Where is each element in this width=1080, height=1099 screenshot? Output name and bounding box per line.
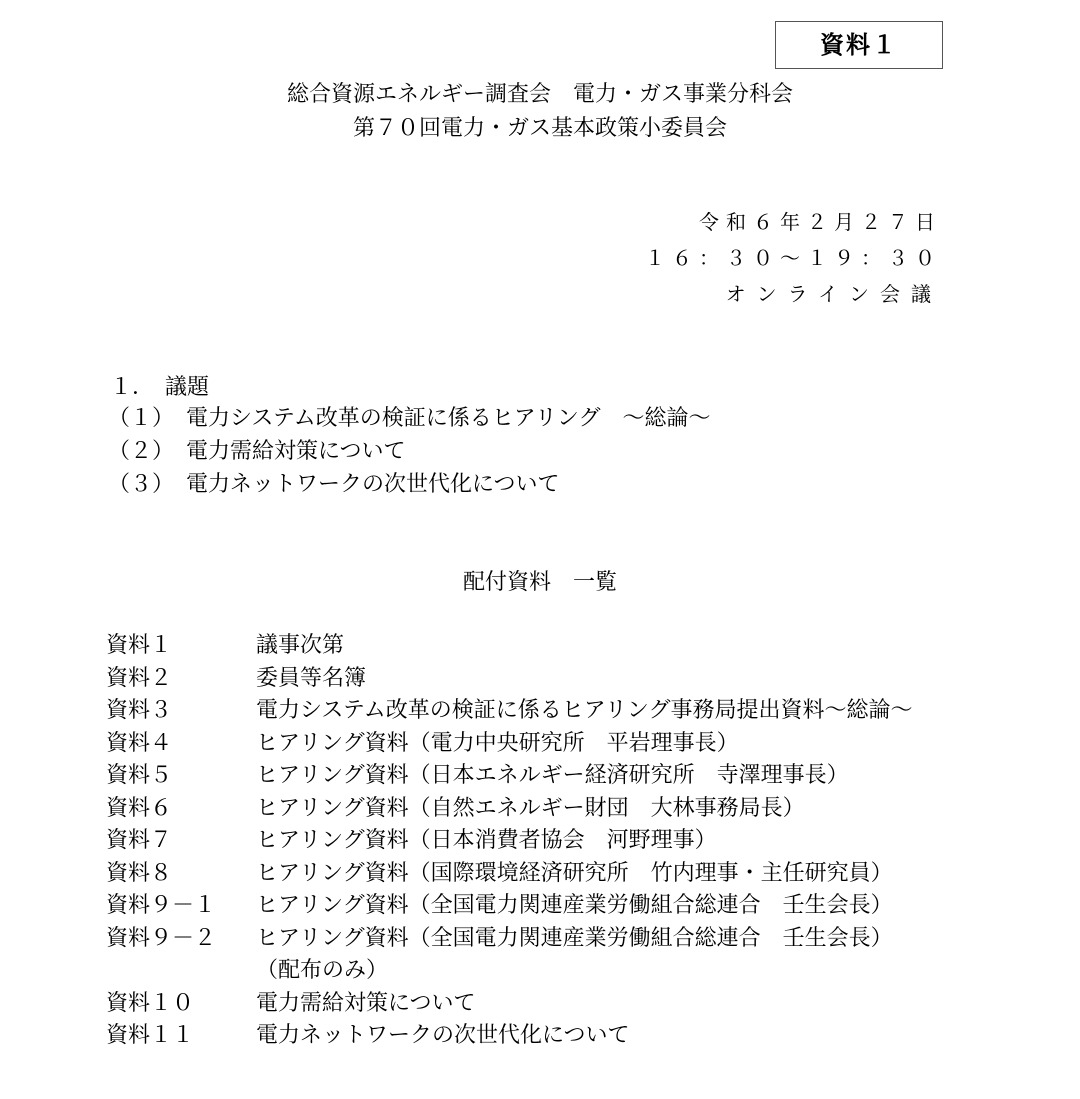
material-title: ヒアリング資料（日本消費者協会 河野理事） bbox=[256, 828, 717, 853]
materials-list bbox=[106, 628, 1056, 1051]
agenda-item-text: 電力システム改革の検証に係るヒアリング ～総論～ bbox=[186, 406, 711, 431]
material-id: 資料１ bbox=[106, 633, 173, 658]
material-row bbox=[106, 1018, 1056, 1051]
material-title: ヒアリング資料（全国電力関連産業労働組合総連合 壬生会長） bbox=[256, 925, 893, 951]
materials-list-title: 配付資料 一覧 bbox=[462, 570, 617, 595]
material-title: ヒアリング資料（自然エネルギー財団 大林事務局長） bbox=[256, 795, 805, 821]
material-id: 資料６ bbox=[106, 795, 173, 821]
agenda-item bbox=[108, 401, 710, 432]
material-row bbox=[106, 921, 1056, 954]
material-row bbox=[106, 888, 1056, 921]
agenda-item bbox=[108, 467, 560, 498]
material-title: ヒアリング資料（国際環境経済研究所 竹内理事・主任研究員） bbox=[256, 860, 893, 886]
material-title: 電力需給対策について bbox=[256, 990, 476, 1016]
material-title: ヒアリング資料（日本エネルギー経済研究所 寺澤理事長） bbox=[256, 763, 849, 788]
material-row bbox=[106, 823, 1056, 856]
agenda-item-text: 電力ネットワークの次世代化について bbox=[186, 472, 560, 497]
material-title: 電力システム改革の検証に係るヒアリング事務局提出資料～総論～ bbox=[256, 698, 913, 723]
material-title: 委員等名簿 bbox=[256, 665, 367, 691]
agenda-item-text: 電力需給対策について bbox=[186, 439, 406, 464]
agenda-item-number: （２） bbox=[108, 439, 175, 464]
material-id: 資料８ bbox=[106, 860, 173, 886]
meeting-date: 令和６年２月２７日 bbox=[699, 210, 942, 234]
material-row bbox=[106, 758, 1056, 791]
material-note: （配布のみ） bbox=[256, 958, 389, 983]
material-id: 資料１１ bbox=[106, 1023, 195, 1048]
meeting-place: オンライン会議 bbox=[725, 282, 942, 306]
material-row-continuation bbox=[106, 953, 1056, 986]
agenda-heading: １． 議題 bbox=[110, 375, 210, 400]
material-title: 電力ネットワークの次世代化について bbox=[256, 1023, 630, 1048]
material-id: 資料９－２ bbox=[106, 925, 217, 951]
material-id: 資料７ bbox=[106, 828, 173, 853]
material-row bbox=[106, 693, 1056, 726]
document-label-box: 資料１ bbox=[775, 21, 943, 69]
material-id: 資料１０ bbox=[106, 990, 195, 1016]
material-row bbox=[106, 726, 1056, 759]
material-title: ヒアリング資料（全国電力関連産業労働組合総連合 壬生会長） bbox=[256, 893, 893, 918]
agenda-item-number: （１） bbox=[108, 406, 175, 431]
material-row bbox=[106, 661, 1056, 694]
material-row bbox=[106, 856, 1056, 889]
material-id: 資料３ bbox=[106, 698, 173, 723]
material-id: 資料９－１ bbox=[106, 893, 217, 918]
material-title: ヒアリング資料（電力中央研究所 平岩理事長） bbox=[256, 730, 739, 756]
material-row bbox=[106, 628, 1056, 661]
subcommittee-title: 第７０回電力・ガス基本政策小委員会 bbox=[352, 116, 727, 141]
material-row bbox=[106, 986, 1056, 1019]
material-id: 資料５ bbox=[106, 763, 173, 788]
material-row bbox=[106, 791, 1056, 824]
meeting-time: １６：３０～１９：３０ bbox=[645, 246, 942, 270]
material-id: 資料４ bbox=[106, 730, 173, 756]
agenda-item bbox=[108, 434, 406, 465]
committee-title: 総合資源エネルギー調査会 電力・ガス事業分科会 bbox=[286, 82, 793, 107]
agenda-item-number: （３） bbox=[108, 472, 175, 497]
material-id: 資料２ bbox=[106, 665, 173, 691]
material-title: 議事次第 bbox=[256, 633, 345, 658]
